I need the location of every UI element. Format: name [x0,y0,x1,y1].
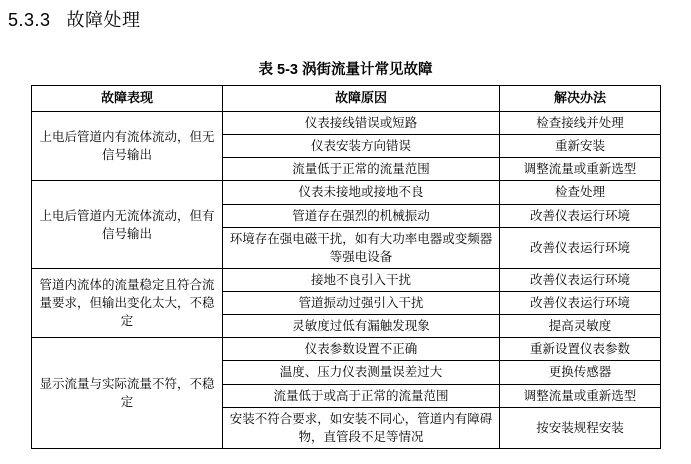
solution-cell: 改善仪表运行环境 [500,204,661,227]
table-row [32,181,661,204]
cause-cell: 灵敏度过低有漏触发现象 [223,315,500,338]
fault-table [31,85,661,449]
symptom-cell: 上电后管道内有流体流动，但无信号输出 [32,112,223,181]
symptom-cell: 显示流量与实际流量不符，不稳定 [32,338,223,449]
table-row [32,338,661,361]
column-header-cause: 故障原因 [223,86,500,112]
cause-cell: 流量低于或高于正常的流量范围 [223,384,500,407]
table-row [32,268,661,291]
table-caption: 表 5-3 涡街流量计常见故障 [258,62,433,78]
solution-cell: 调整流量或重新选型 [500,384,661,407]
table-body [32,112,661,449]
column-header-solution: 解决办法 [500,86,661,112]
symptom-cell: 管道内流体的流量稳定且符合流量要求，但输出变化太大，不稳定 [32,268,223,337]
cause-cell: 接地不良引入干扰 [223,268,500,291]
column-header-symptom: 故障表现 [32,86,223,112]
solution-cell: 改善仪表运行环境 [500,268,661,291]
solution-cell: 检查接线并处理 [500,112,661,135]
solution-cell: 重新安装 [500,135,661,158]
cause-cell: 流量低于正常的流量范围 [223,158,500,181]
table-row [32,112,661,135]
solution-cell: 更换传感器 [500,361,661,384]
table-header-row [32,86,661,112]
cause-cell: 安装不符合要求，如安装不同心，管道内有障碍物，直管段不足等情况 [223,407,500,448]
solution-cell: 改善仪表运行环境 [500,227,661,268]
section-number: 5.3.3 [8,10,51,30]
cause-cell: 仪表参数设置不正确 [223,338,500,361]
solution-cell: 按安装规程安装 [500,407,661,448]
section-title: 故障处理 [66,10,141,30]
cause-cell: 温度、压力仪表测量误差过大 [223,361,500,384]
cause-cell: 环境存在强电磁干扰，如有大功率电器或变频器等强电设备 [223,227,500,268]
cause-cell: 仪表接线错误或短路 [223,112,500,135]
cause-cell: 管道振动过强引入干扰 [223,292,500,315]
solution-cell: 检查处理 [500,181,661,204]
cause-cell: 仪表安装方向错误 [223,135,500,158]
symptom-cell: 上电后管道内无流体流动，但有信号输出 [32,181,223,269]
solution-cell: 提高灵敏度 [500,315,661,338]
solution-cell: 重新设置仪表参数 [500,338,661,361]
cause-cell: 仪表未接地或接地不良 [223,181,500,204]
cause-cell: 管道存在强烈的机械振动 [223,204,500,227]
solution-cell: 调整流量或重新选型 [500,158,661,181]
section-heading [8,6,141,32]
solution-cell: 改善仪表运行环境 [500,292,661,315]
